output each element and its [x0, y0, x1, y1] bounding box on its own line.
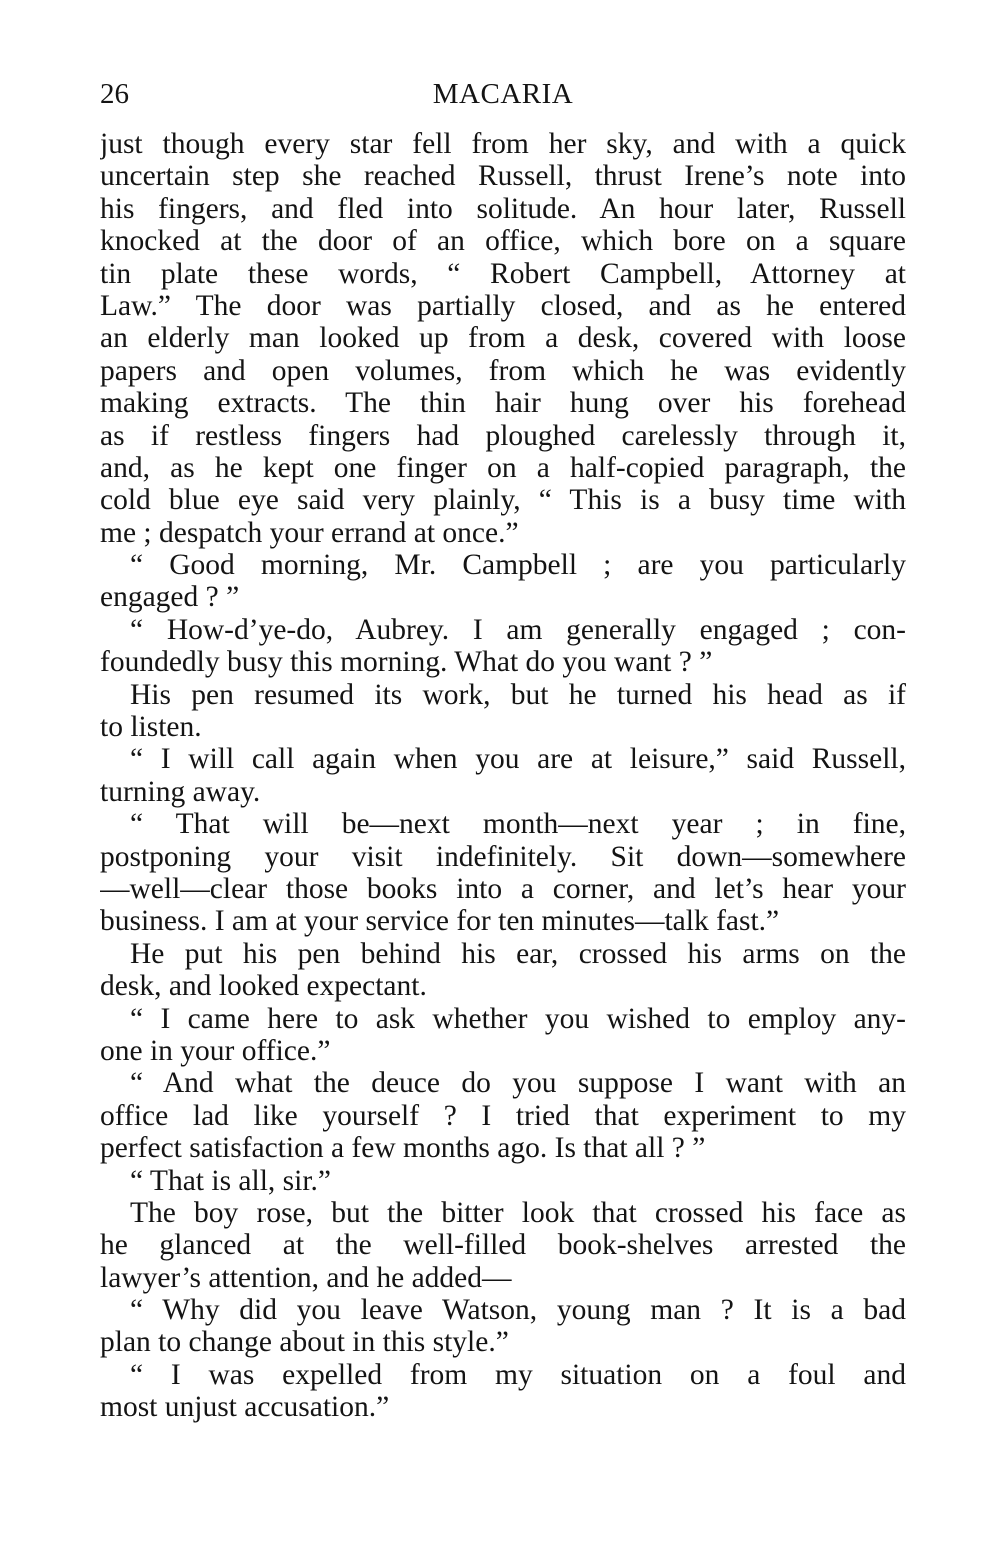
text-line: plan to change about in this style.” [100, 1326, 509, 1359]
text-line: to listen. [100, 711, 202, 744]
text-line: office lad like yourself ? I tried that experiment to my [100, 1099, 906, 1132]
text-line: just though every star fell from her sky, and with a quick [100, 128, 906, 160]
running-title: MACARIA [432, 78, 574, 110]
text-line: papers and open volumes, from which he was evidently [100, 354, 906, 387]
body-text [100, 128, 906, 1424]
page-header [100, 74, 906, 114]
text-line: cold blue eye said very plainly, “ This is a busy time with [100, 484, 906, 517]
text-line: The boy rose, but the bitter look that crossed his face as [130, 1196, 906, 1229]
text-line: business. I am at your service for ten minutes—talk fast.” [100, 905, 780, 938]
text-line: “ Why did you leave Watson, young man ? It is a bad [130, 1294, 906, 1327]
text-line: and, as he kept one finger on a half-copied paragraph, the [100, 451, 906, 484]
text-line: one in your office.” [100, 1034, 331, 1067]
text-line: “ That is all, sir.” [130, 1164, 331, 1197]
text-line: most unjust accusation.” [100, 1391, 390, 1424]
text-line: as if restless fingers had ploughed carelessly through it, [100, 419, 906, 452]
text-line: desk, and looked expectant. [100, 970, 427, 1003]
text-line: “ And what the deuce do you suppose I want with an [130, 1067, 906, 1100]
text-line: postponing your visit indefinitely. Sit down—somewhere [100, 840, 906, 873]
text-line: Law.” The door was partially closed, and as he entered [100, 289, 906, 322]
text-line: uncertain step she reached Russell, thrust Irene’s note into [100, 160, 906, 193]
text-line: He put his pen behind his ear, crossed his arms on the [130, 937, 906, 970]
text-line: “ I will call again when you are at leisure,” said Russell, [130, 743, 906, 776]
text-line: he glanced at the well-filled book-shelves arrested the [100, 1229, 906, 1262]
page-number: 26 [100, 78, 129, 110]
text-line: “ I came here to ask whether you wished to employ any- [130, 1002, 906, 1035]
text-line: an elderly man looked up from a desk, covered with loose [100, 322, 906, 355]
text-line: lawyer’s attention, and he added— [100, 1261, 512, 1294]
text-line: “ Good morning, Mr. Campbell ; are you particularly [130, 549, 906, 582]
text-line: perfect satisfaction a few months ago. Is that all ? ” [100, 1132, 706, 1165]
text-line: “ How-d’ye-do, Aubrey. I am generally engaged ; con- [130, 613, 906, 646]
text-line: turning away. [100, 775, 261, 808]
text-line: knocked at the door of an office, which bore on a square [100, 225, 906, 258]
text-line: me ; despatch your errand at once.” [100, 516, 519, 549]
text-line: His pen resumed its work, but he turned his head as if [130, 678, 906, 711]
text-line: tin plate these words, “ Robert Campbell, Attorney at [100, 257, 906, 290]
text-line: making extracts. The thin hair hung over his forehead [100, 387, 906, 420]
text-line: his fingers, and fled into solitude. An hour later, Russell [100, 192, 906, 225]
text-line: “ I was expelled from my situation on a foul and [130, 1358, 906, 1391]
text-line: —well—clear those books into a corner, and let’s hear your [100, 872, 906, 905]
text-line: engaged ? ” [100, 581, 240, 614]
text-line: “ That will be—next month—next year ; in fine, [130, 808, 906, 841]
text-line: foundedly busy this morning. What do you want ? ” [100, 646, 713, 679]
